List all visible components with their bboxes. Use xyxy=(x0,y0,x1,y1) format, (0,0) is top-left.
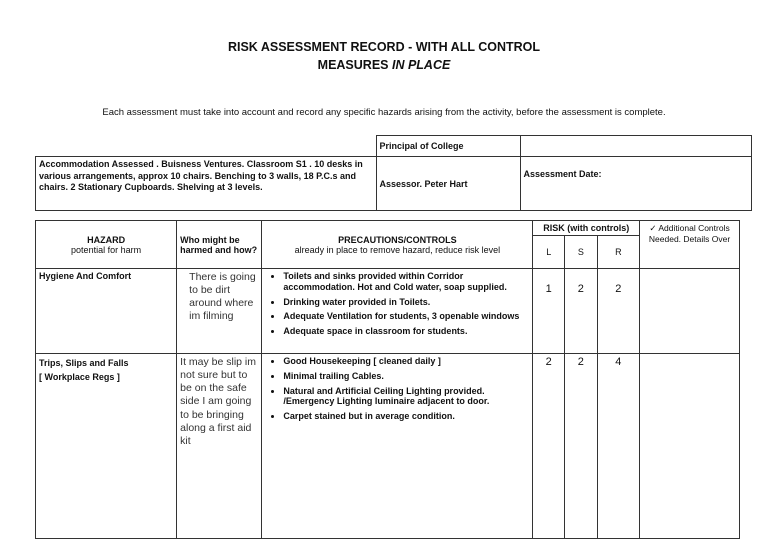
risk-header: RISK (with controls) xyxy=(533,221,640,236)
title-line-1: RISK ASSESSMENT RECORD - WITH ALL CONTROL xyxy=(227,40,541,54)
principal-label: Principal of College xyxy=(376,136,520,157)
hazard-cell xyxy=(36,354,177,539)
title-plain: MEASURES xyxy=(317,58,392,72)
intro-text: Each assessment must take into account and record any specific hazards arising from the activity, before the assessment is complete. xyxy=(102,107,666,118)
assessment-info-table xyxy=(35,135,752,211)
table-row xyxy=(36,269,740,354)
control-item: • Good Housekeeping [ cleaned daily ] xyxy=(283,356,529,367)
hazard-header-sub: potential for harm xyxy=(71,244,142,255)
hazard-name: Hygiene And Comfort xyxy=(39,271,132,281)
additional-controls-cell xyxy=(640,354,740,539)
risk-r-value: 2 xyxy=(597,269,639,354)
controls-cell xyxy=(262,269,533,354)
control-item: • Carpet stained but in average condition. xyxy=(283,411,529,422)
risk-s-value: 2 xyxy=(565,269,598,354)
who-cell: It may be slip im not sure but to be on the safe side I am going to be bringing along a first aid kit xyxy=(177,354,262,539)
risk-l-value: 1 xyxy=(533,269,565,354)
controls-cell xyxy=(262,354,533,539)
hazard-name: Trips, Slips and Falls xyxy=(39,358,129,368)
control-item: • Adequate space in classroom for students. xyxy=(283,326,529,337)
blank-cell xyxy=(36,136,377,157)
control-item: • Adequate Ventilation for students, 3 openable windows xyxy=(283,311,529,322)
risk-l-header: L xyxy=(533,236,565,269)
hazard-regulation: [ Workplace Regs ] xyxy=(39,372,120,383)
control-item: • Drinking water provided in Toilets. xyxy=(283,297,529,308)
who-cell: There is going to be dirt around where im filming xyxy=(177,269,262,354)
hazard-header xyxy=(36,221,177,269)
additional-controls-cell xyxy=(640,269,740,354)
risk-table xyxy=(35,220,740,539)
precautions-header-sub: already in place to remove hazard, reduce risk level xyxy=(294,244,501,255)
principal-value xyxy=(520,136,752,157)
risk-r-header: R xyxy=(597,236,639,269)
precautions-header-title: PRECAUTIONS/CONTROLS xyxy=(338,234,457,245)
hazard-header-title: HAZARD xyxy=(87,234,126,245)
risk-r-value: 4 xyxy=(597,354,639,539)
assessment-date-label: Assessment Date: xyxy=(520,157,752,211)
risk-s-header: S xyxy=(565,236,598,269)
control-item: • Minimal trailing Cables. xyxy=(283,371,529,382)
who-header: Who might be harmed and how? xyxy=(177,221,262,269)
risk-s-value: 2 xyxy=(565,354,598,539)
title-line-2 xyxy=(0,58,768,72)
additional-controls-header: ✓ Additional Controls Needed. Details Over xyxy=(640,221,740,269)
risk-l-value: 2 xyxy=(533,354,565,539)
control-item: • Toilets and sinks provided within Corridor accommodation. Hot and Cold water, soap supplied. xyxy=(283,271,529,293)
title-italic: IN PLACE xyxy=(391,58,451,72)
precautions-header xyxy=(262,221,533,269)
hazard-cell xyxy=(36,269,177,354)
table-row xyxy=(36,354,740,539)
control-item: • Natural and Artificial Ceiling Lighting provided. /Emergency Lighting luminaire adjacent to door. xyxy=(283,386,529,408)
assessor-label: Assessor. Peter Hart xyxy=(376,157,520,211)
accommodation-text: Accommodation Assessed . Buisness Ventures. Classroom S1 . 10 desks in various arrangements, approx 10 chairs. Benching to 3 walls, 18 P.C.s and chairs. 2 Stationary Cupboards. Shelving at 3 levels. xyxy=(36,157,377,211)
